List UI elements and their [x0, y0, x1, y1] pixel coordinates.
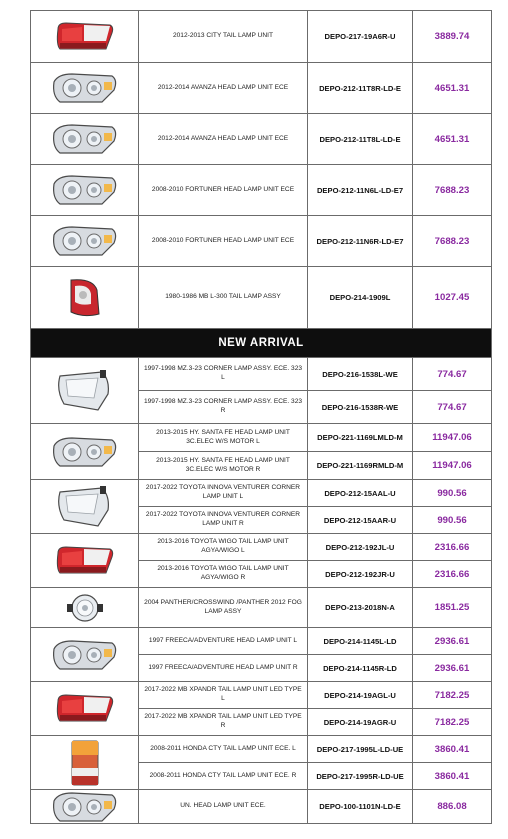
product-price: 990.56	[413, 507, 492, 534]
product-image-cell	[31, 682, 139, 736]
product-price: 2316.66	[413, 561, 492, 588]
table-row	[31, 534, 492, 561]
product-code: DEPO-214-1145L-LD	[308, 628, 413, 655]
product-image-cell	[31, 63, 139, 114]
price-table-body	[31, 11, 492, 824]
product-code: DEPO-212-192JR-U	[308, 561, 413, 588]
product-code: DEPO-213-2018N-A	[308, 588, 413, 628]
product-image-cell	[31, 11, 139, 63]
tail-lamp-icon	[31, 536, 138, 586]
product-image-cell	[31, 216, 139, 267]
head-lamp-icon	[31, 65, 138, 112]
tail-lamp-icon	[31, 13, 138, 61]
product-description: UN. HEAD LAMP UNIT ECE.	[139, 790, 308, 824]
product-image-cell	[31, 358, 139, 424]
product-price: 990.56	[413, 480, 492, 507]
product-code: DEPO-217-1995L-LD-UE	[308, 736, 413, 763]
product-image-cell	[31, 534, 139, 588]
new-arrival-banner	[31, 329, 492, 358]
product-price: 4651.31	[413, 114, 492, 165]
head-lamp-icon	[31, 116, 138, 163]
table-row	[31, 114, 492, 165]
product-description: 2013-2015 HY. SANTA FE HEAD LAMP UNIT 3C.ELEC W/S MOTOR R	[139, 452, 308, 480]
product-code: DEPO-214-1909L	[308, 267, 413, 329]
table-row	[31, 358, 492, 391]
head-lamp-icon	[31, 792, 138, 822]
product-price: 7688.23	[413, 165, 492, 216]
table-row	[31, 682, 492, 709]
price-list-sheet	[30, 10, 481, 824]
table-row	[31, 736, 492, 763]
tail-lamp-icon	[31, 684, 138, 734]
table-row	[31, 216, 492, 267]
product-image-cell	[31, 267, 139, 329]
head-lamp-icon	[31, 630, 138, 680]
table-row	[31, 424, 492, 452]
product-description: 2012-2014 AVANZA HEAD LAMP UNIT ECE	[139, 114, 308, 165]
product-image-cell	[31, 424, 139, 480]
product-price: 7182.25	[413, 682, 492, 709]
table-row	[31, 63, 492, 114]
product-description: 2013-2016 TOYOTA WIGO TAIL LAMP UNIT AGYA/WIGO R	[139, 561, 308, 588]
product-description: 1997 FREECA/ADVENTURE HEAD LAMP UNIT L	[139, 628, 308, 655]
product-code: DEPO-221-1169LMLD-M	[308, 424, 413, 452]
table-row	[31, 267, 492, 329]
tail-lamp-icon	[31, 269, 138, 327]
product-description: 2013-2015 HY. SANTA FE HEAD LAMP UNIT 3C.ELEC W/S MOTOR L	[139, 424, 308, 452]
product-price: 2936.61	[413, 628, 492, 655]
product-price: 3860.41	[413, 763, 492, 790]
product-image-cell	[31, 790, 139, 824]
product-description: 2008-2011 HONDA CTY TAIL LAMP UNIT ECE. R	[139, 763, 308, 790]
tail-lamp-icon	[31, 738, 138, 788]
product-price: 11947.06	[413, 424, 492, 452]
product-description: 1997 FREECA/ADVENTURE HEAD LAMP UNIT R	[139, 655, 308, 682]
product-description: 2008-2011 HONDA CTY TAIL LAMP UNIT ECE. L	[139, 736, 308, 763]
product-description: 1997-1998 MZ.3-23 CORNER LAMP ASSY. ECE. 323 L	[139, 358, 308, 391]
table-row	[31, 165, 492, 216]
product-description: 2013-2016 TOYOTA WIGO TAIL LAMP UNIT AGYA/WIGO L	[139, 534, 308, 561]
product-price: 4651.31	[413, 63, 492, 114]
product-description: 2008-2010 FORTUNER HEAD LAMP UNIT ECE	[139, 165, 308, 216]
product-code: DEPO-212-15AAL-U	[308, 480, 413, 507]
product-price: 774.67	[413, 391, 492, 424]
product-price: 3860.41	[413, 736, 492, 763]
product-description: 2017-2022 MB XPANDR TAIL LAMP UNIT LED TYPE R	[139, 709, 308, 736]
product-image-cell	[31, 736, 139, 790]
product-description: 2008-2010 FORTUNER HEAD LAMP UNIT ECE	[139, 216, 308, 267]
table-row	[31, 790, 492, 824]
product-price: 774.67	[413, 358, 492, 391]
product-price: 1027.45	[413, 267, 492, 329]
product-code: DEPO-212-11T8R-LD-E	[308, 63, 413, 114]
table-row	[31, 628, 492, 655]
product-price: 7688.23	[413, 216, 492, 267]
product-image-cell	[31, 165, 139, 216]
product-description: 2017-2022 MB XPANDR TAIL LAMP UNIT LED TYPE L	[139, 682, 308, 709]
product-code: DEPO-214-19AGR-U	[308, 709, 413, 736]
product-price: 3889.74	[413, 11, 492, 63]
product-code: DEPO-100-1101N-LD-E	[308, 790, 413, 824]
head-lamp-icon	[31, 426, 138, 478]
corner-lamp-icon	[31, 482, 138, 532]
product-image-cell	[31, 628, 139, 682]
head-lamp-icon	[31, 218, 138, 265]
product-price: 886.08	[413, 790, 492, 824]
product-description: 2012-2013 CITY TAIL LAMP UNIT	[139, 11, 308, 63]
fog-lamp-icon	[31, 590, 138, 626]
product-code: DEPO-212-192JL-U	[308, 534, 413, 561]
product-code: DEPO-217-1995R-LD-UE	[308, 763, 413, 790]
product-description: 2017-2022 TOYOTA INNOVA VENTURER CORNER LAMP UNIT R	[139, 507, 308, 534]
product-code: DEPO-212-11N6R-LD-E7	[308, 216, 413, 267]
product-price: 1851.25	[413, 588, 492, 628]
product-price: 11947.06	[413, 452, 492, 480]
product-code: DEPO-216-1538R-WE	[308, 391, 413, 424]
table-row	[31, 588, 492, 628]
table-row	[31, 11, 492, 63]
corner-lamp-icon	[31, 360, 138, 422]
product-price: 2936.61	[413, 655, 492, 682]
product-code: DEPO-217-19A6R-U	[308, 11, 413, 63]
product-description: 2012-2014 AVANZA HEAD LAMP UNIT ECE	[139, 63, 308, 114]
product-description: 1980-1986 MB L-300 TAIL LAMP ASSY	[139, 267, 308, 329]
product-price: 2316.66	[413, 534, 492, 561]
product-description: 2017-2022 TOYOTA INNOVA VENTURER CORNER LAMP UNIT L	[139, 480, 308, 507]
banner-title: NEW ARRIVAL	[31, 329, 492, 358]
product-price: 7182.25	[413, 709, 492, 736]
price-table	[30, 10, 492, 824]
product-image-cell	[31, 480, 139, 534]
head-lamp-icon	[31, 167, 138, 214]
product-description: 1997-1998 MZ.3-23 CORNER LAMP ASSY. ECE. 323 R	[139, 391, 308, 424]
product-code: DEPO-216-1538L-WE	[308, 358, 413, 391]
product-image-cell	[31, 588, 139, 628]
product-image-cell	[31, 114, 139, 165]
product-code: DEPO-221-1169RMLD-M	[308, 452, 413, 480]
product-code: DEPO-214-19AGL-U	[308, 682, 413, 709]
product-description: 2004 PANTHER/CROSSWIND /PANTHER 2012 FOG LAMP ASSY	[139, 588, 308, 628]
product-code: DEPO-214-1145R-LD	[308, 655, 413, 682]
table-row	[31, 480, 492, 507]
product-code: DEPO-212-11T8L-LD-E	[308, 114, 413, 165]
product-code: DEPO-212-15AAR-U	[308, 507, 413, 534]
product-code: DEPO-212-11N6L-LD-E7	[308, 165, 413, 216]
